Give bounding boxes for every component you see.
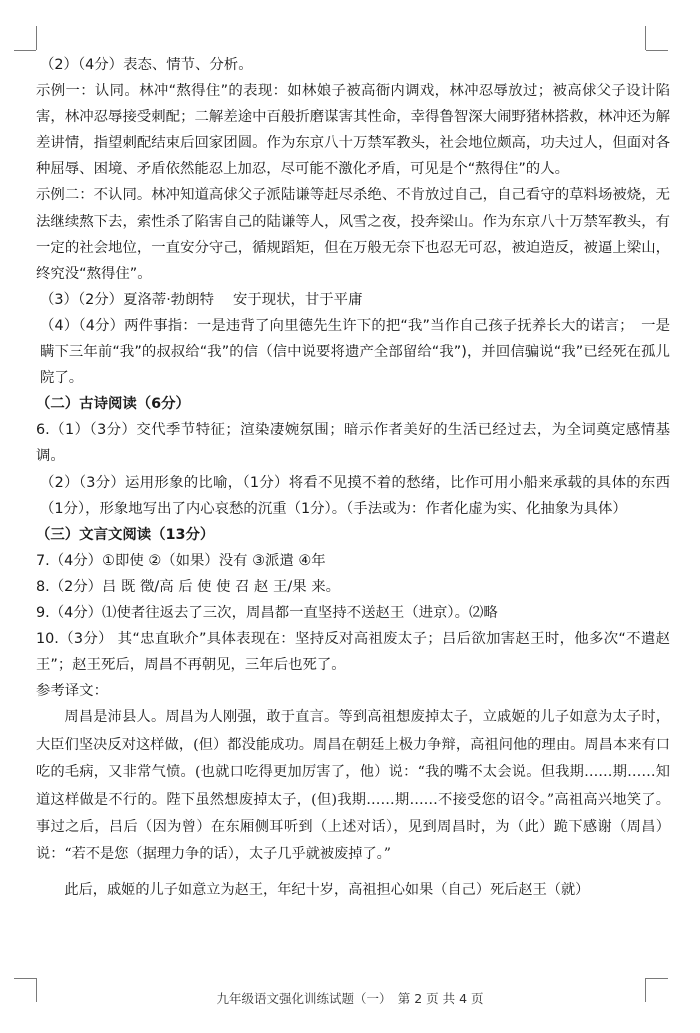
answer-6-1: 6.（1）（3分）交代季节特征；渲染凄婉氛围；暗示作者美好的生活已经过去，为全词奠定感情基调。 — [36, 422, 670, 465]
page-footer: 九年级语文强化训练试题（一） 第 2 页 共 4 页 — [216, 991, 484, 1006]
crop-mark-bottom-left-h — [14, 978, 36, 979]
example-two: 示例二：不认同。林冲知道高俅父子派陆谦等赶尽杀绝、不肯放过自己，自己看守的草料场被烧，无法继续熬下去，索性杀了陷害自己的陆谦等人，风雪之夜，投奔梁山。作为东京八十万禁军教头，有一定的社会地位，一直安分守己，循规蹈矩，但在万般无奈下也忍无可忍，被迫造反，被逼上梁山，终究没“熬得住”。 — [36, 187, 670, 282]
crop-mark-top-right-v — [645, 26, 646, 50]
answer-document — [36, 52, 670, 904]
answer-7: 7.（4分）①即使 ②（如果）没有 ③派遣 ④年 — [36, 552, 326, 569]
crop-mark-top-left-v — [36, 26, 37, 50]
answer-2: （2）（4分）表态、情节、分析。 — [40, 57, 253, 73]
answer-4: （4）（4分）两件事指：一是违背了向里德先生许下的把“我”当作自己孩子抚养长大的诺言； 一是瞒下三年前“我”的叔叔给“我”的信（信中说要将遗产全部留给“我”)，并回信骗说“我”已经死在孤儿院了。 — [40, 317, 670, 387]
translation-label: 参考译文： — [36, 683, 108, 700]
translation-paragraph-1: 周昌是沛县人。周昌为人刚强，敢于直言。等到高祖想废掉太子，立戚姬的儿子如意为太子时，大臣们坚决反对这样做，(但）都没能成功。周昌在朝廷上极力争辩，高祖问他的理由。周昌本来有口吃的毛病，又非常气愤。(也就口吃得更加厉害了，他）说：“我的嘴不太会说。但我期……期……知道这样做是不行的。陛下虽然想废掉太子，(但)我期……期……不接受您的诏令。”高祖高兴地笑了。事过之后，吕后（因为曾）在东厢侧耳听到（上述对话），见到周昌时，为（此）跪下感谢（周昌）说：“若不是您（据理力争的话），太子几乎就被废掉了。” — [36, 709, 670, 863]
answer-3: （3）（2分）夏洛蒂·勃朗特 安于现状，甘于平庸 — [40, 291, 363, 308]
answer-10: 10.（3分） 其“忠直耿介”具体表现在：坚持反对高祖废太子；吕后欲加害赵王时，他多次“不遣赵王”；赵王死后，周昌不再朝见，三年后也死了。 — [36, 631, 670, 674]
translation-paragraph-2: 此后，戚姬的儿子如意立为赵王，年纪十岁，高祖担心如果（自己）死后赵王（就） — [64, 881, 590, 898]
section-classical-heading: （三）文言文阅读（13分） — [36, 526, 215, 543]
crop-mark-bottom-right-h — [646, 978, 668, 979]
crop-mark-top-right-h — [646, 50, 668, 51]
crop-mark-top-left-h — [14, 50, 36, 51]
answer-9: 9.（4分）⑴使者往返去了三次，周昌都一直坚持不送赵王（进京）。⑵略 — [36, 604, 498, 621]
section-poetry-heading: （二）古诗阅读（6分） — [36, 396, 190, 413]
example-one: 示例一：认同。林冲“熬得住”的表现：如林娘子被高衙内调戏，林冲忍辱放过；被高俅父子设计陷害，林冲忍辱接受刺配；二解差途中百般折磨谋害其性命，幸得鲁智深大闹野猪林搭救，林冲还为解差讲情，指望刺配结束后回家团圆。作为东京八十万禁军教头，社会地位颇高，功夫过人，但面对各种屈辱、困境、矛盾依然能忍上加忍，尽可能不激化矛盾，可见是个“熬得住”的人。 — [36, 83, 670, 178]
answer-8: 8.（2分）吕 既 徵/高 后 使 使 召 赵 王/果 来。 — [36, 578, 341, 595]
answer-6-2: （2）（3分）运用形象的比喻，（1分）将看不见摸不着的愁绪，比作可用小船来承载的具体的东西（1分），形象地写出了内心哀愁的沉重（1分）。（手法或为：作者化虚为实、化抽象为具体） — [40, 474, 670, 517]
